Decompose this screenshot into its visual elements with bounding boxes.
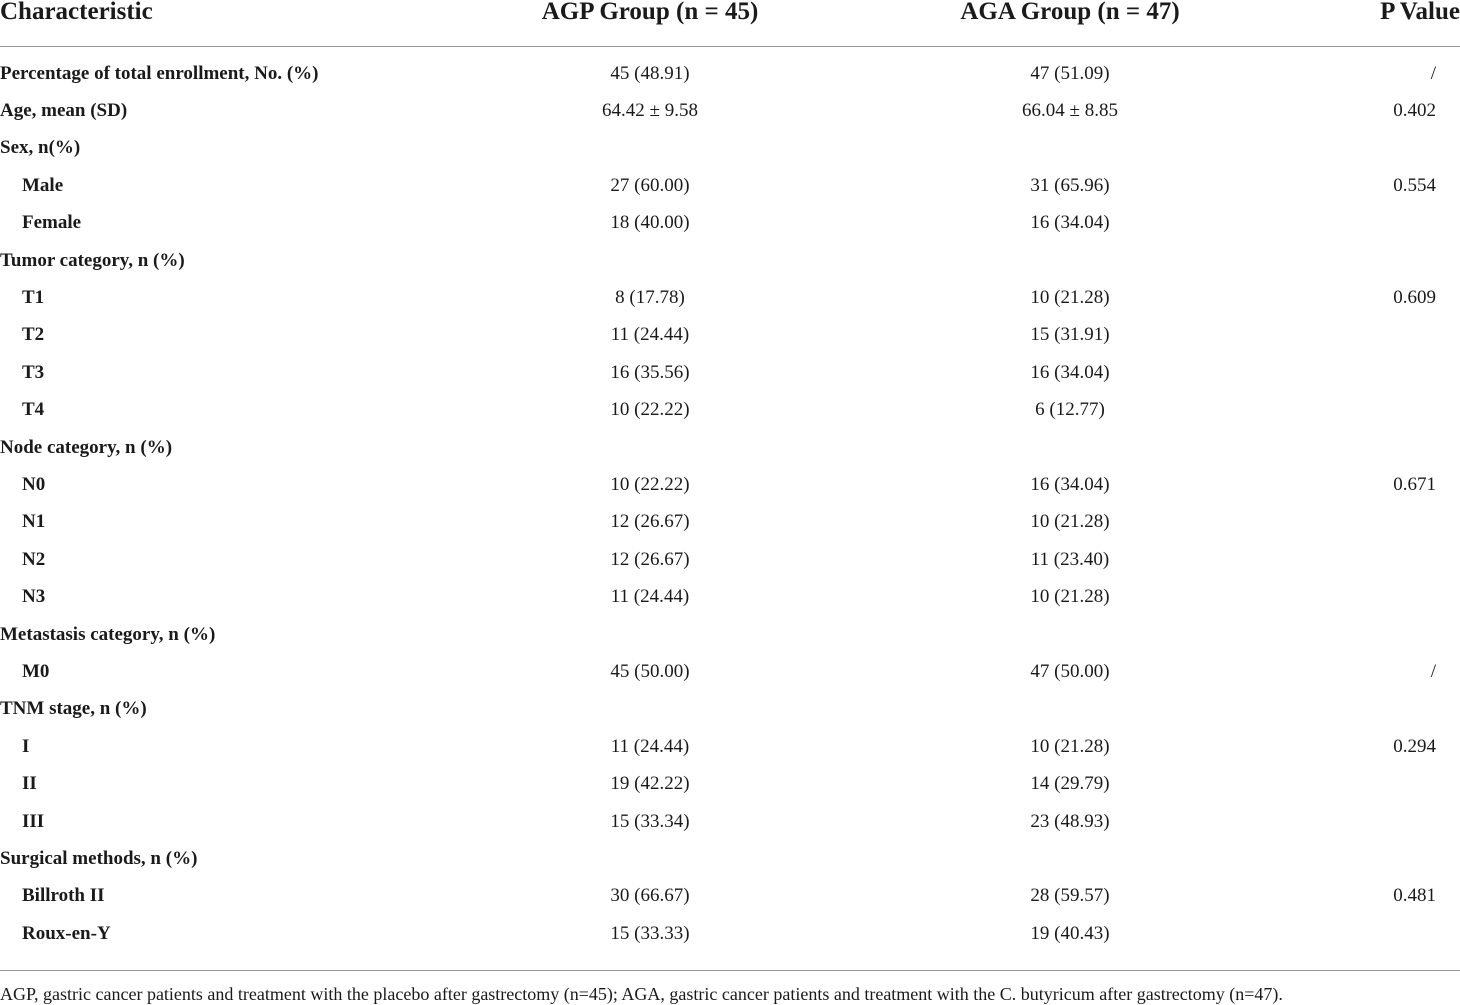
row-aga-value <box>850 616 1290 653</box>
row-agp-value: 30 (66.67) <box>610 885 690 907</box>
table-row <box>0 803 1460 840</box>
table-footnote: AGP, gastric cancer patients and treatment with the placebo after gastrectomy (n=45); AGA, gastric cancer patients and treatment with the C. butyricum after gastrectomy (n=47). <box>0 970 1460 1005</box>
header-p-value: P Value <box>1290 0 1460 47</box>
row-p-value <box>1290 915 1460 952</box>
table-row <box>0 840 1460 877</box>
row-agp-value: 12 (26.67) <box>610 548 690 570</box>
row-p-value <box>1290 765 1460 802</box>
row-aga-value: 19 (40.43) <box>1030 922 1110 944</box>
table-header <box>0 0 1460 47</box>
row-aga-value: 10 (21.28) <box>1030 511 1110 533</box>
row-characteristic: N3 <box>22 586 46 608</box>
row-aga-value: 10 (21.28) <box>1030 586 1110 608</box>
row-characteristic: Metastasis category, n (%) <box>0 623 216 645</box>
row-p-value <box>1290 691 1460 728</box>
row-agp-value <box>450 130 850 167</box>
row-agp-value: 11 (24.44) <box>610 586 690 608</box>
row-characteristic: Sex, n(%) <box>0 137 81 159</box>
row-p-value: 0.609 <box>1393 287 1436 309</box>
row-agp-value: 16 (35.56) <box>610 361 690 383</box>
table-body <box>0 47 1460 953</box>
row-p-value: 0.294 <box>1393 735 1436 757</box>
row-aga-value: 10 (21.28) <box>1030 287 1110 309</box>
row-characteristic: M0 <box>22 660 50 682</box>
row-aga-value: 28 (59.57) <box>1030 885 1110 907</box>
header-characteristic: Characteristic <box>0 0 450 47</box>
row-aga-value <box>850 691 1290 728</box>
table-row <box>0 878 1460 915</box>
row-p-value <box>1290 541 1460 578</box>
row-aga-value <box>850 429 1290 466</box>
row-aga-value: 15 (31.91) <box>1030 324 1110 346</box>
header-row <box>0 0 1460 47</box>
table-row <box>0 392 1460 429</box>
row-p-value <box>1290 504 1460 541</box>
row-characteristic: Percentage of total enrollment, No. (%) <box>0 62 319 84</box>
table-row <box>0 915 1460 952</box>
row-characteristic: T1 <box>22 287 45 309</box>
row-aga-value <box>850 242 1290 279</box>
row-agp-value <box>450 691 850 728</box>
row-characteristic: Female <box>22 212 82 234</box>
table-row <box>0 504 1460 541</box>
table-row <box>0 578 1460 615</box>
row-p-value <box>1290 803 1460 840</box>
row-aga-value: 47 (51.09) <box>1030 62 1110 84</box>
table-row <box>0 653 1460 690</box>
table-row <box>0 317 1460 354</box>
row-aga-value: 47 (50.00) <box>1030 660 1110 682</box>
row-p-value <box>1290 317 1460 354</box>
row-aga-value: 16 (34.04) <box>1030 212 1110 234</box>
row-aga-value <box>850 840 1290 877</box>
row-p-value <box>1290 429 1460 466</box>
row-p-value: / <box>1430 62 1436 84</box>
row-agp-value <box>450 616 850 653</box>
row-aga-value: 16 (34.04) <box>1030 473 1110 495</box>
row-p-value <box>1290 578 1460 615</box>
row-characteristic: T2 <box>22 324 45 346</box>
row-aga-value: 23 (48.93) <box>1030 810 1110 832</box>
row-characteristic: T3 <box>22 361 45 383</box>
row-aga-value: 66.04 ± 8.85 <box>1022 100 1118 122</box>
table-row <box>0 167 1460 204</box>
row-aga-value <box>850 130 1290 167</box>
row-p-value <box>1290 840 1460 877</box>
row-characteristic: N2 <box>22 548 46 570</box>
table-row <box>0 242 1460 279</box>
table-row <box>0 92 1460 129</box>
row-aga-value: 11 (23.40) <box>1030 548 1110 570</box>
table-row <box>0 47 1460 93</box>
row-p-value <box>1290 242 1460 279</box>
row-characteristic: TNM stage, n (%) <box>0 698 147 720</box>
row-p-value: 0.481 <box>1393 885 1436 907</box>
row-agp-value: 10 (22.22) <box>610 473 690 495</box>
row-p-value <box>1290 392 1460 429</box>
row-agp-value: 27 (60.00) <box>610 174 690 196</box>
table-row <box>0 691 1460 728</box>
row-agp-value <box>450 840 850 877</box>
row-characteristic: Roux-en-Y <box>22 922 111 944</box>
row-characteristic: Node category, n (%) <box>0 436 173 458</box>
row-agp-value: 15 (33.33) <box>610 922 690 944</box>
table-row <box>0 541 1460 578</box>
row-agp-value: 11 (24.44) <box>610 324 690 346</box>
table-row <box>0 130 1460 167</box>
row-agp-value: 12 (26.67) <box>610 511 690 533</box>
row-p-value <box>1290 130 1460 167</box>
row-characteristic: Surgical methods, n (%) <box>0 847 198 869</box>
table-row <box>0 205 1460 242</box>
row-agp-value: 45 (48.91) <box>610 62 690 84</box>
row-agp-value: 45 (50.00) <box>610 660 690 682</box>
row-p-value <box>1290 616 1460 653</box>
row-p-value <box>1290 205 1460 242</box>
row-agp-value: 15 (33.34) <box>610 810 690 832</box>
row-characteristic: Billroth II <box>22 885 105 907</box>
row-characteristic: II <box>22 773 37 795</box>
row-p-value <box>1290 354 1460 391</box>
table-row <box>0 429 1460 466</box>
row-p-value: / <box>1430 660 1436 682</box>
header-aga-group: AGA Group (n = 47) <box>850 0 1290 47</box>
row-agp-value <box>450 242 850 279</box>
row-p-value: 0.554 <box>1393 174 1436 196</box>
row-aga-value: 14 (29.79) <box>1030 773 1110 795</box>
table-row <box>0 728 1460 765</box>
row-characteristic: T4 <box>22 399 45 421</box>
row-characteristic: Male <box>22 174 64 196</box>
row-p-value: 0.671 <box>1393 473 1436 495</box>
table-row <box>0 354 1460 391</box>
row-agp-value: 18 (40.00) <box>610 212 690 234</box>
row-agp-value: 8 (17.78) <box>615 287 685 309</box>
row-agp-value: 19 (42.22) <box>610 773 690 795</box>
row-agp-value <box>450 429 850 466</box>
row-characteristic: Tumor category, n (%) <box>0 249 185 271</box>
row-characteristic: Age, mean (SD) <box>0 100 128 122</box>
row-agp-value: 10 (22.22) <box>610 399 690 421</box>
row-p-value: 0.402 <box>1393 100 1436 122</box>
row-aga-value: 10 (21.28) <box>1030 735 1110 757</box>
table-row <box>0 279 1460 316</box>
row-agp-value: 64.42 ± 9.58 <box>602 100 698 122</box>
header-agp-group: AGP Group (n = 45) <box>450 0 850 47</box>
row-characteristic: N1 <box>22 511 46 533</box>
row-aga-value: 31 (65.96) <box>1030 174 1110 196</box>
row-aga-value: 16 (34.04) <box>1030 361 1110 383</box>
table-row <box>0 466 1460 503</box>
row-characteristic: III <box>22 810 45 832</box>
row-agp-value: 11 (24.44) <box>610 735 690 757</box>
table-row <box>0 616 1460 653</box>
row-characteristic: I <box>22 735 30 757</box>
table-row <box>0 765 1460 802</box>
row-characteristic: N0 <box>22 473 46 495</box>
row-aga-value: 6 (12.77) <box>1035 399 1105 421</box>
